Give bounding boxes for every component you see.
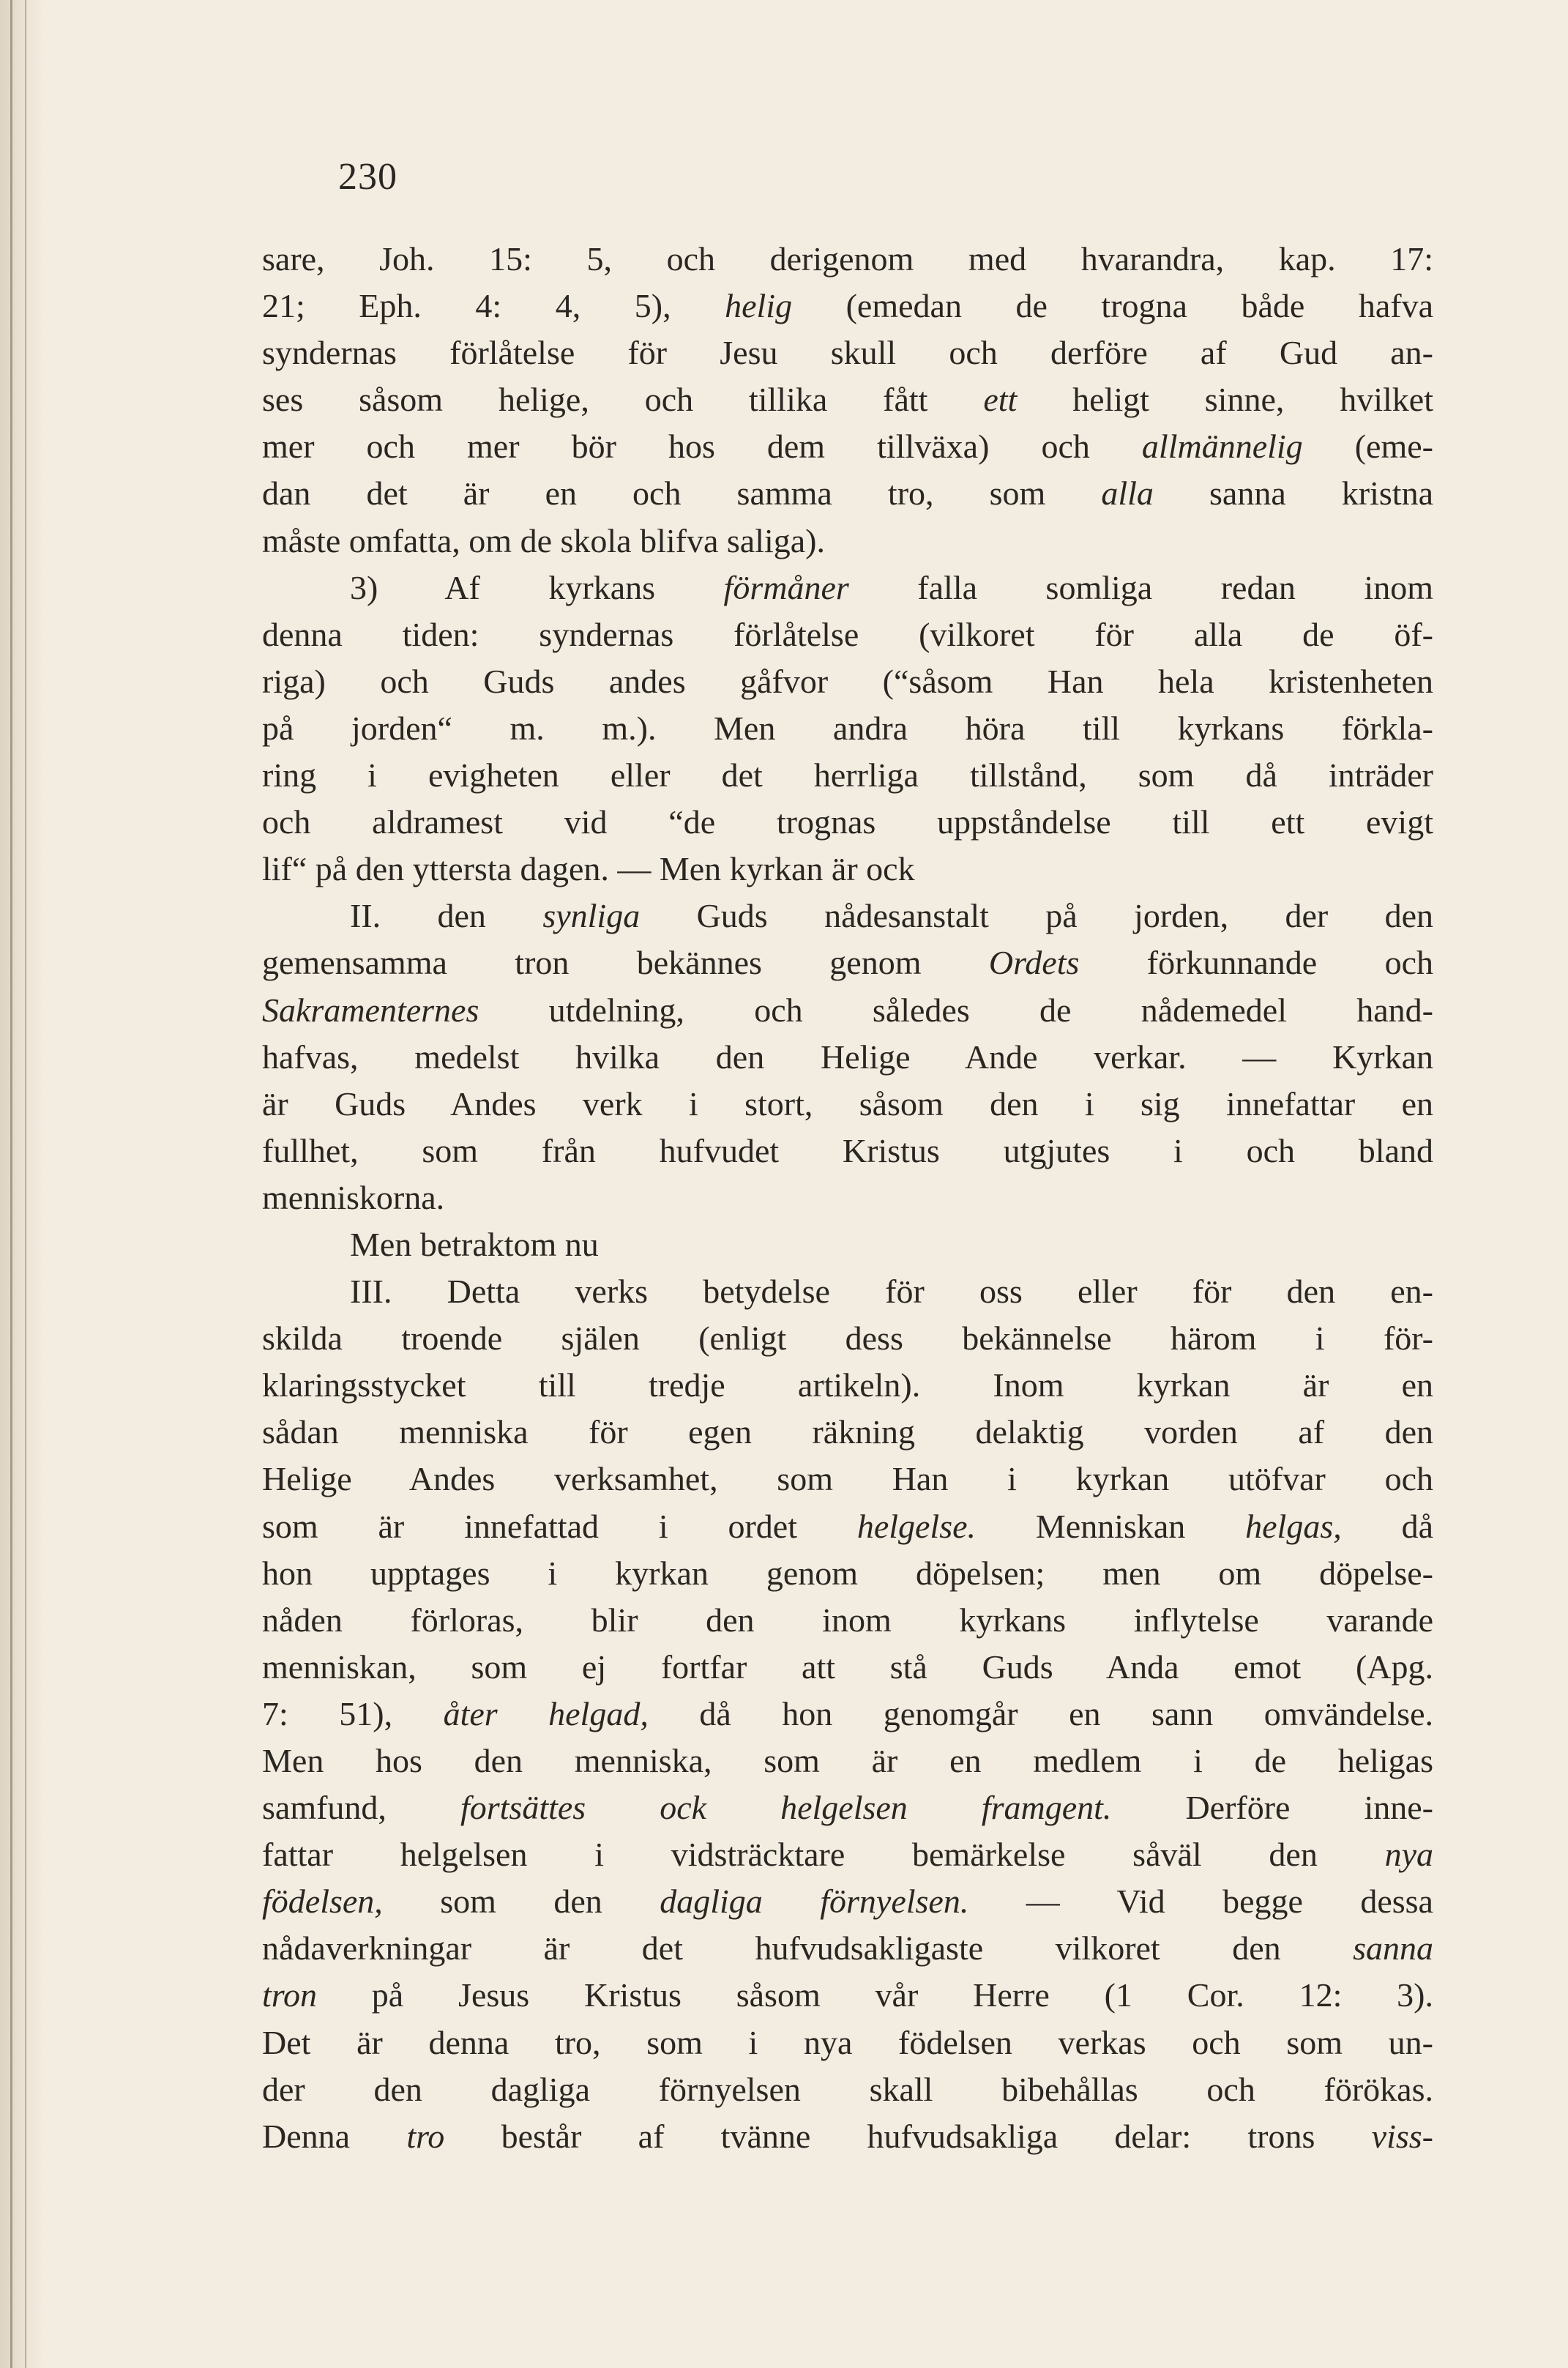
text-line: skilda troende själen (enligt dess bekännelse härom i för- <box>262 1319 1433 1358</box>
text-line: gemensamma tron bekännes genom Ordets förkunnande och <box>262 944 1434 982</box>
text-line: Det är denna tro, som i nya födelsen verkas och som un- <box>262 2023 1433 2061</box>
text-line: som är innefattad i ordet helgelse. Menniskan helgas, då <box>262 1507 1433 1545</box>
text-line: fattar helgelsen i vidsträcktare bemärkelse såväl den nya <box>262 1836 1433 1874</box>
text-line: på jorden“ m. m.). Men andra höra till kyrkans förkla- <box>262 709 1433 747</box>
body-text <box>262 236 1433 2160</box>
gutter-edge-line <box>10 0 12 2368</box>
page-number: 230 <box>338 156 397 198</box>
text-line: fullhet, som från hufvudet Kristus utgjutes i och bland <box>262 1131 1433 1169</box>
text-line: nådaverkningar är det hufvudsakligaste vilkoret den sanna <box>262 1929 1433 1967</box>
text-line: menniskan, som ej fortfar att stå Guds Anda emot (Apg. <box>262 1647 1433 1686</box>
text-line: och aldramest vid “de trognas uppståndelse till ett evigt <box>262 803 1433 841</box>
text-line: ses såsom helige, och tillika fått ett heligt sinne, hvilket <box>262 381 1433 419</box>
text-line: tron på Jesus Kristus såsom vår Herre (1 Cor. 12: 3). <box>262 1976 1433 2014</box>
text-line: menniskorna. <box>262 1178 445 1216</box>
text-line: sare, Joh. 15: 5, och derigenom med hvarandra, kap. 17: <box>262 240 1433 278</box>
text-line: sådan menniska för egen räkning delaktig vorden af den <box>262 1413 1433 1451</box>
text-line: lif“ på den yttersta dagen. — Men kyrkan är ock <box>262 850 915 888</box>
text-line: Men hos den menniska, som är en medlem i de heligas <box>262 1742 1433 1779</box>
text-line: dan det är en och samma tro, som alla sanna kristna <box>262 474 1434 513</box>
gutter-edge-line <box>25 0 26 2368</box>
text-line: är Guds Andes verk i stort, såsom den i sig innefattar en <box>262 1084 1433 1122</box>
text-line: Denna tro består af tvänne hufvudsakliga delar: trons viss- <box>262 2117 1433 2155</box>
text-line: nåden förloras, blir den inom kyrkans inflytelse varande <box>262 1601 1433 1639</box>
text-line: 3) Af kyrkans förmåner falla somliga redan inom <box>350 568 1433 606</box>
text-line: der den dagliga förnyelsen skall bibehållas och förökas. <box>262 2070 1433 2108</box>
text-line: 21; Eph. 4: 4, 5), helig (emedan de trogna både hafva <box>262 287 1433 325</box>
text-line: födelsen, som den dagliga förnyelsen. — Vid begge dessa <box>262 1883 1433 1921</box>
text-line: syndernas förlåtelse för Jesu skull och derföre af Gud an- <box>262 334 1433 372</box>
text-line: riga) och Guds andes gåfvor (“såsom Han hela kristenheten <box>262 662 1433 700</box>
text-line: klaringsstycket till tredje artikeln). Inom kyrkan är en <box>262 1366 1433 1404</box>
text-line: 7: 51), åter helgad, då hon genomgår en sann omvändelse. <box>262 1694 1433 1732</box>
text-line: hon upptages i kyrkan genom döpelsen; men om döpelse- <box>262 1554 1433 1592</box>
text-line: denna tiden: syndernas förlåtelse (vilkoret för alla de öf- <box>262 615 1433 653</box>
text-line: Helige Andes verksamhet, som Han i kyrkan utöfvar och <box>262 1460 1433 1498</box>
text-line: II. den synliga Guds nådesanstalt på jorden, der den <box>350 897 1433 935</box>
text-line: mer och mer bör hos dem tillväxa) och allmännelig (eme- <box>262 428 1433 466</box>
text-line: samfund, fortsättes ock helgelsen framgent. Derföre inne- <box>262 1789 1433 1827</box>
text-line: hafvas, medelst hvilka den Helige Ande verkar. — Kyrkan <box>262 1038 1433 1076</box>
book-gutter <box>0 0 44 2368</box>
text-line: Sakramenternes utdelning, och således de nådemedel hand- <box>262 991 1433 1029</box>
text-line: III. Detta verks betydelse för oss eller för den en- <box>350 1273 1433 1311</box>
text-line: ring i evigheten eller det herrliga tillstånd, som då inträder <box>262 756 1433 794</box>
text-line: måste omfatta, om de skola blifva saliga). <box>262 521 825 559</box>
text-line: Men betraktom nu <box>350 1225 599 1263</box>
